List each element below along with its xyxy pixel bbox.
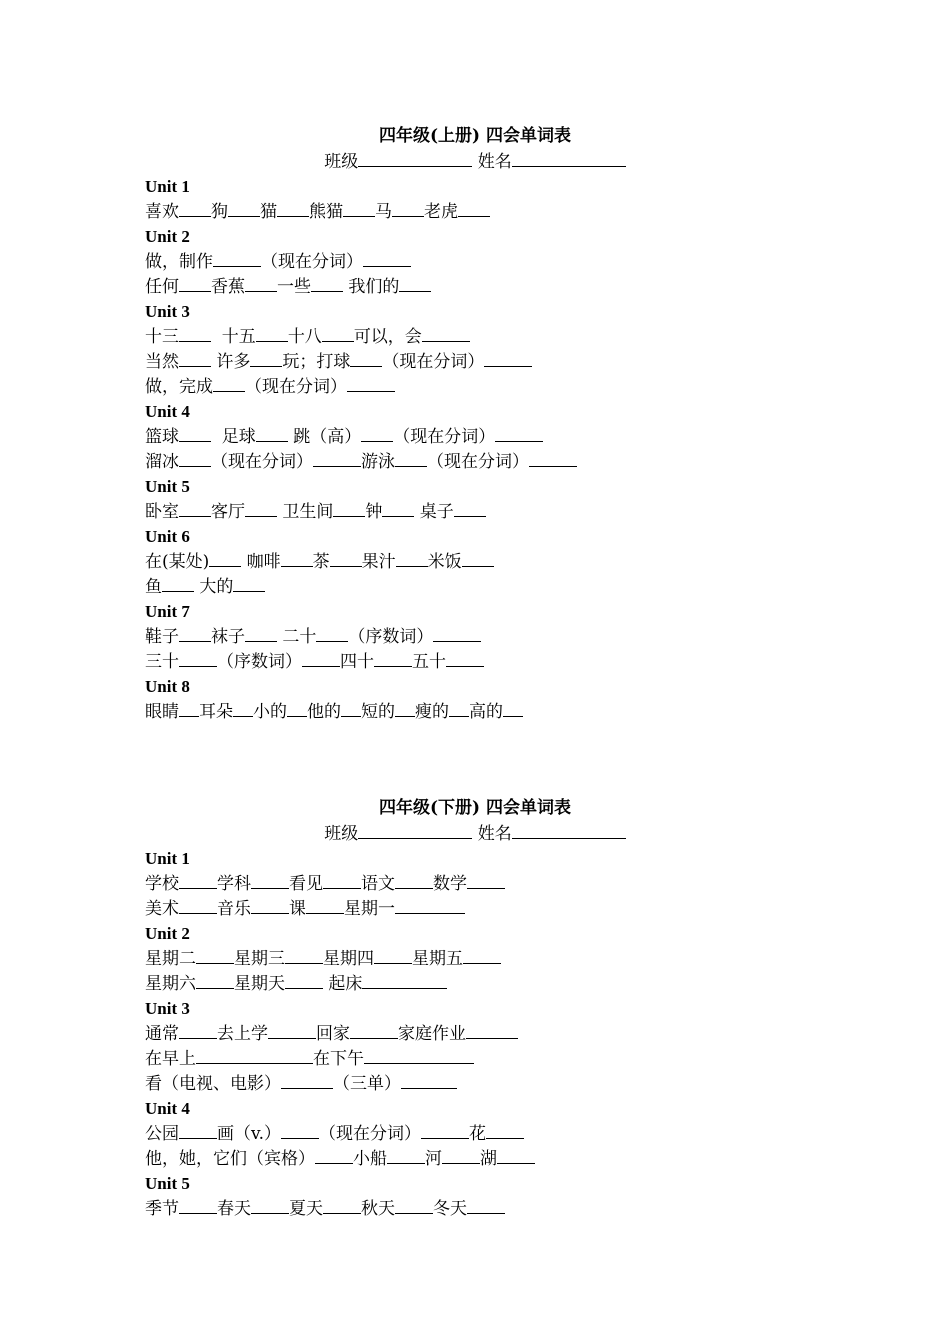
class-label: 班级 <box>324 824 359 844</box>
word-prompt: 短的 <box>361 702 395 722</box>
word-list <box>145 846 805 1221</box>
answer-blank[interactable] <box>179 424 211 442</box>
answer-blank[interactable] <box>449 699 469 717</box>
word-prompt: 香蕉 <box>211 277 245 297</box>
answer-blank[interactable] <box>442 1146 480 1164</box>
answer-blank[interactable] <box>245 274 277 292</box>
word-prompt: 十三 <box>145 327 179 347</box>
name-label: 姓名 <box>477 152 512 172</box>
word-line <box>145 499 805 524</box>
word-line <box>145 1196 805 1221</box>
word-line <box>145 1021 805 1046</box>
word-prompt: 回家 <box>316 1024 350 1044</box>
answer-blank[interactable] <box>277 199 309 217</box>
answer-blank[interactable] <box>323 1196 361 1214</box>
answer-blank[interactable] <box>387 1146 425 1164</box>
unit-heading: Unit 7 <box>145 602 190 621</box>
unit-heading: Unit 1 <box>145 849 190 868</box>
word-prompt: 学科 <box>217 874 251 894</box>
word-prompt: 高的 <box>469 702 503 722</box>
answer-blank[interactable] <box>245 499 277 517</box>
answer-blank[interactable] <box>196 971 234 989</box>
word-prompt: 季节 <box>145 1199 179 1219</box>
answer-blank[interactable] <box>529 449 577 467</box>
answer-blank[interactable] <box>396 549 428 567</box>
word-line <box>145 971 805 996</box>
word-prompt: （现在分词） <box>393 427 496 447</box>
word-prompt: （现在分词） <box>245 377 347 397</box>
answer-blank[interactable] <box>179 1021 217 1039</box>
word-line <box>145 249 805 274</box>
answer-blank[interactable] <box>347 374 395 392</box>
unit-heading: Unit 6 <box>145 527 190 546</box>
unit-heading: Unit 2 <box>145 227 190 246</box>
word-line <box>145 199 805 224</box>
answer-blank[interactable] <box>458 199 490 217</box>
word-prompt: 通常 <box>145 1024 179 1044</box>
word-prompt: 小的 <box>253 702 287 722</box>
word-prompt: 任何 <box>145 277 179 297</box>
word-prompt: 音乐 <box>217 899 251 919</box>
word-line <box>145 324 805 349</box>
word-prompt: 秋天 <box>361 1199 395 1219</box>
answer-blank[interactable] <box>315 1146 353 1164</box>
word-line <box>145 624 805 649</box>
answer-blank[interactable] <box>251 871 289 889</box>
answer-blank[interactable] <box>395 699 415 717</box>
word-prompt: 公园 <box>145 1124 179 1144</box>
word-line <box>145 871 805 896</box>
word-prompt: 去上学 <box>217 1024 268 1044</box>
word-prompt: 星期五 <box>412 949 463 969</box>
unit-heading: Unit 3 <box>145 302 190 321</box>
word-line <box>145 1046 805 1071</box>
answer-blank[interactable] <box>467 1196 505 1214</box>
word-prompt: 五十 <box>412 652 446 672</box>
answer-blank[interactable] <box>350 349 382 367</box>
answer-blank[interactable] <box>466 1021 518 1039</box>
answer-blank[interactable] <box>323 871 361 889</box>
word-prompt: 一些 <box>277 277 311 297</box>
answer-blank[interactable] <box>374 649 412 667</box>
answer-blank[interactable] <box>422 324 470 342</box>
name-label: 姓名 <box>477 824 512 844</box>
word-prompt: 熊猫 <box>309 202 343 222</box>
answer-blank[interactable] <box>179 1196 217 1214</box>
answer-blank[interactable] <box>454 499 486 517</box>
unit-heading: Unit 8 <box>145 677 190 696</box>
word-prompt: 十八 <box>287 327 322 347</box>
answer-blank[interactable] <box>281 1121 319 1139</box>
answer-blank[interactable] <box>196 946 234 964</box>
answer-blank[interactable] <box>362 971 447 989</box>
answer-blank[interactable] <box>401 1071 457 1089</box>
word-line <box>145 274 805 299</box>
word-prompt: 狗 <box>211 202 228 222</box>
word-prompt: （现在分词） <box>427 452 529 472</box>
word-prompt: 星期一 <box>344 899 395 919</box>
word-prompt: 他，她，它们（宾格） <box>145 1149 315 1169</box>
answer-blank[interactable] <box>179 499 211 517</box>
word-prompt: 起床 <box>323 974 363 994</box>
word-line <box>145 946 805 971</box>
word-prompt: （三单） <box>333 1074 401 1094</box>
word-prompt: 瘦的 <box>415 702 449 722</box>
answer-blank[interactable] <box>467 871 505 889</box>
answer-blank[interactable] <box>330 549 362 567</box>
word-prompt: 篮球 <box>145 427 179 447</box>
word-prompt: 看（电视、电影） <box>145 1074 281 1094</box>
answer-blank[interactable] <box>213 374 245 392</box>
answer-blank[interactable] <box>486 1121 524 1139</box>
word-line <box>145 699 805 724</box>
answer-blank[interactable] <box>463 946 501 964</box>
answer-blank[interactable] <box>179 896 217 914</box>
answer-blank[interactable] <box>256 324 288 342</box>
worksheet-section-upper <box>145 124 805 724</box>
word-prompt: 当然 <box>145 352 179 372</box>
answer-blank[interactable] <box>179 624 211 642</box>
answer-blank[interactable] <box>233 699 253 717</box>
word-prompt: 星期三 <box>234 949 285 969</box>
answer-blank[interactable] <box>302 649 340 667</box>
answer-blank[interactable] <box>350 1021 398 1039</box>
word-prompt: 美术 <box>145 899 179 919</box>
word-prompt: 星期四 <box>323 949 374 969</box>
worksheet-section-lower <box>145 796 805 1221</box>
word-prompt: 鞋子 <box>145 627 179 647</box>
word-prompt: 老虎 <box>424 202 458 222</box>
word-prompt: 咖啡 <box>241 552 281 572</box>
word-prompt: 茶 <box>312 552 330 572</box>
word-prompt: 许多 <box>211 352 251 372</box>
answer-blank[interactable] <box>446 649 484 667</box>
class-blank[interactable] <box>358 149 472 167</box>
answer-blank[interactable] <box>395 896 465 914</box>
word-prompt: 游泳 <box>361 452 395 472</box>
word-prompt: 米饭 <box>427 552 462 572</box>
answer-blank[interactable] <box>287 699 307 717</box>
answer-blank[interactable] <box>322 324 354 342</box>
word-prompt: 猫 <box>260 202 277 222</box>
word-prompt: 做，制作 <box>145 252 213 272</box>
word-prompt: 画（v.） <box>217 1124 281 1144</box>
unit-heading: Unit 5 <box>145 1174 190 1193</box>
word-prompt: （序数词） <box>217 652 302 672</box>
answer-blank[interactable] <box>281 1071 333 1089</box>
word-line <box>145 449 805 474</box>
word-prompt: 家庭作业 <box>398 1024 466 1044</box>
answer-blank[interactable] <box>484 349 532 367</box>
word-prompt: 数学 <box>433 874 467 894</box>
word-prompt: 小船 <box>353 1149 387 1169</box>
word-prompt: （现在分词） <box>211 452 313 472</box>
answer-blank[interactable] <box>316 624 348 642</box>
answer-blank[interactable] <box>251 1196 289 1214</box>
word-prompt: 卫生间 <box>277 502 334 522</box>
word-line <box>145 649 805 674</box>
word-prompt: （现在分词） <box>319 1124 421 1144</box>
word-line <box>145 374 805 399</box>
answer-blank[interactable] <box>333 499 365 517</box>
answer-blank[interactable] <box>392 199 424 217</box>
answer-blank[interactable] <box>306 896 344 914</box>
answer-blank[interactable] <box>179 649 217 667</box>
answer-blank[interactable] <box>179 199 211 217</box>
answer-blank[interactable] <box>228 199 260 217</box>
word-line <box>145 896 805 921</box>
word-prompt: 冬天 <box>433 1199 467 1219</box>
student-info-line <box>0 821 950 846</box>
name-blank[interactable] <box>512 149 626 167</box>
word-prompt: 三十 <box>145 652 179 672</box>
word-prompt: 果汁 <box>361 552 396 572</box>
answer-blank[interactable] <box>179 349 211 367</box>
answer-blank[interactable] <box>395 449 427 467</box>
answer-blank[interactable] <box>251 896 289 914</box>
answer-blank[interactable] <box>179 699 199 717</box>
answer-blank[interactable] <box>213 249 261 267</box>
answer-blank[interactable] <box>268 1021 316 1039</box>
answer-blank[interactable] <box>503 699 523 717</box>
word-prompt: 溜冰 <box>145 452 179 472</box>
answer-blank[interactable] <box>285 946 323 964</box>
word-prompt: 学校 <box>145 874 179 894</box>
answer-blank[interactable] <box>179 324 211 342</box>
answer-blank[interactable] <box>179 449 211 467</box>
answer-blank[interactable] <box>462 549 494 567</box>
section-title: 四年级(上册) 四会单词表 <box>378 126 571 146</box>
answer-blank[interactable] <box>361 424 393 442</box>
word-line <box>145 574 805 599</box>
word-prompt: 星期六 <box>145 974 196 994</box>
word-prompt: 跳（高） <box>287 427 362 447</box>
word-prompt: （序数词） <box>348 627 434 647</box>
word-prompt: 在下午 <box>313 1049 364 1069</box>
word-line <box>145 1146 805 1171</box>
word-prompt: 眼睛 <box>145 702 179 722</box>
word-prompt: 足球 <box>211 427 256 447</box>
answer-blank[interactable] <box>495 424 543 442</box>
answer-blank[interactable] <box>233 574 265 592</box>
answer-blank[interactable] <box>399 274 431 292</box>
answer-blank[interactable] <box>179 274 211 292</box>
word-prompt: 河 <box>425 1149 442 1169</box>
word-prompt: 马 <box>375 202 392 222</box>
word-prompt: 春天 <box>217 1199 251 1219</box>
answer-blank[interactable] <box>341 699 361 717</box>
word-prompt: （现在分词） <box>382 352 485 372</box>
word-prompt: 袜子 <box>211 627 245 647</box>
word-prompt: 大的 <box>194 577 234 597</box>
word-line <box>145 424 805 449</box>
unit-heading: Unit 4 <box>145 402 190 421</box>
unit-heading: Unit 3 <box>145 999 190 1018</box>
word-prompt: 做，完成 <box>145 377 213 397</box>
word-prompt: 客厅 <box>211 502 245 522</box>
answer-blank[interactable] <box>374 946 412 964</box>
word-line <box>145 1071 805 1096</box>
word-line <box>145 1121 805 1146</box>
answer-blank[interactable] <box>196 1046 313 1064</box>
answer-blank[interactable] <box>497 1146 535 1164</box>
word-prompt: 星期天 <box>234 974 285 994</box>
student-info-line <box>0 149 950 174</box>
word-prompt: 钟 <box>365 502 383 522</box>
word-prompt: 在早上 <box>145 1049 196 1069</box>
word-prompt: 花 <box>469 1124 486 1144</box>
answer-blank[interactable] <box>209 549 241 567</box>
unit-heading: Unit 1 <box>145 177 190 196</box>
word-prompt: 桌子 <box>414 502 454 522</box>
answer-blank[interactable] <box>363 249 411 267</box>
answer-blank[interactable] <box>250 349 282 367</box>
word-prompt: 可以，会 <box>353 327 422 347</box>
answer-blank[interactable] <box>311 274 343 292</box>
word-prompt: 语文 <box>361 874 395 894</box>
name-blank[interactable] <box>512 821 626 839</box>
word-list <box>145 174 805 724</box>
word-prompt: 十五 <box>211 327 256 347</box>
answer-blank[interactable] <box>256 424 288 442</box>
word-prompt: 夏天 <box>289 1199 323 1219</box>
section-title: 四年级(下册) 四会单词表 <box>378 798 571 818</box>
class-blank[interactable] <box>358 821 472 839</box>
unit-heading: Unit 5 <box>145 477 190 496</box>
answer-blank[interactable] <box>285 971 323 989</box>
answer-blank[interactable] <box>395 1196 433 1214</box>
word-prompt: 课 <box>289 899 306 919</box>
word-line <box>145 549 805 574</box>
word-prompt: 四十 <box>340 652 374 672</box>
word-prompt: 二十 <box>277 627 317 647</box>
answer-blank[interactable] <box>179 1121 217 1139</box>
word-prompt: 鱼 <box>145 577 162 597</box>
word-prompt: 在(某处) <box>145 552 210 572</box>
word-prompt: （现在分词） <box>261 252 363 272</box>
unit-heading: Unit 4 <box>145 1099 190 1118</box>
answer-blank[interactable] <box>395 871 433 889</box>
word-prompt: 星期二 <box>145 949 196 969</box>
unit-heading: Unit 2 <box>145 924 190 943</box>
answer-blank[interactable] <box>179 871 217 889</box>
word-prompt: 喜欢 <box>145 202 179 222</box>
answer-blank[interactable] <box>281 549 313 567</box>
word-prompt: 耳朵 <box>199 702 233 722</box>
answer-blank[interactable] <box>343 199 375 217</box>
answer-blank[interactable] <box>313 449 361 467</box>
answer-blank[interactable] <box>433 624 481 642</box>
word-prompt: 我们的 <box>343 277 400 297</box>
word-prompt: 湖 <box>480 1149 497 1169</box>
answer-blank[interactable] <box>162 574 194 592</box>
word-prompt: 他的 <box>307 702 341 722</box>
answer-blank[interactable] <box>382 499 414 517</box>
answer-blank[interactable] <box>364 1046 474 1064</box>
word-prompt: 卧室 <box>145 502 179 522</box>
word-line <box>145 349 805 374</box>
word-prompt: 看见 <box>289 874 323 894</box>
answer-blank[interactable] <box>245 624 277 642</box>
word-prompt: 玩；打球 <box>282 352 351 372</box>
answer-blank[interactable] <box>421 1121 469 1139</box>
class-label: 班级 <box>324 152 359 172</box>
